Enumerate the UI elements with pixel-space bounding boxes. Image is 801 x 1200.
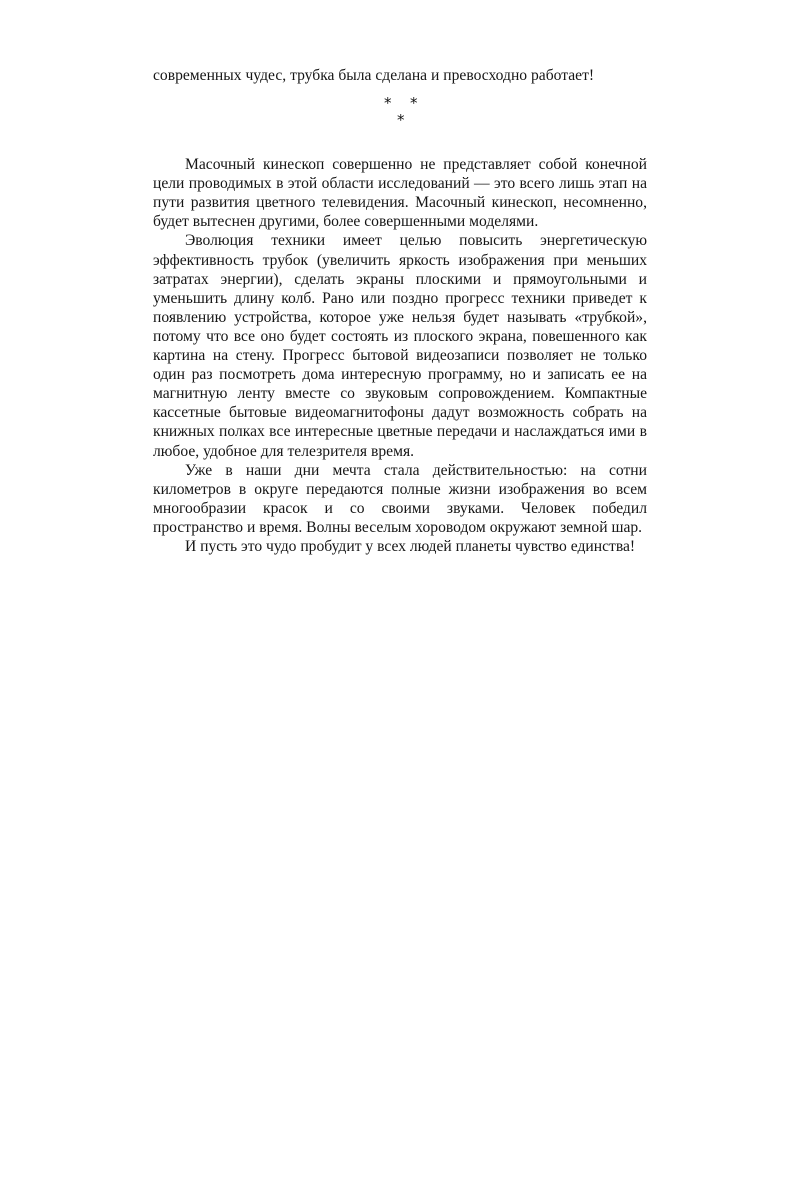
continued-paragraph: современных чудес, трубка была сделана и превосходно работает! (153, 67, 595, 84)
paragraph-evolution-of-technology: Эволюция техники имеет целью повысить энергетическую эффективность трубок (увеличить яркость изображения при меньших затратах энергии), сделать экраны плоскими и прямоугольными и уменьшить длину колб. Рано или поздно прогресс техники приведет к появлению устройства, которое уже нельзя будет называть «трубкой», потому что все оно будет состоять из плоского экрана, повешенного как картина на стену. Прогресс бытовой видеозаписи позволяет не только один раз посмотреть дома интересную программу, но и записать ее на магнитную ленту вместе со звуковым сопровождением. Компактные кассетные бытовые видеомагнитофоны дадут возможность собрать на книжных полках все интересные цветные передачи и наслаждаться ими в любое, удобное для телезрителя время. (153, 232, 647, 460)
paragraph-closing-wish: И пусть это чудо пробудит у всех людей планеты чувство единства! (185, 537, 636, 555)
page-text (153, 66, 647, 556)
asterisk-ornament: * (397, 111, 405, 130)
paragraph-shadow-mask-kinescope: Масочный кинескоп совершенно не представляет собой конечной цели проводимых в этой области исследований — это всего лишь этап на пути развития цветного телевидения. Масочный кинескоп, несомненно, будет вытеснен другими, более совершенными моделями. (153, 156, 647, 231)
section-separator (153, 85, 647, 155)
asterisk-ornament: * (410, 94, 418, 113)
paragraph-dream-became-reality: Уже в наши дни мечта стала действительностью: на сотни километров в округе передаются полные жизни изображения во всем многообразии красок и со своими звуками. Человек победил пространство и время. Волны веселым хороводом окружают земной шар. (153, 461, 647, 536)
asterisk-ornament: * (384, 94, 392, 113)
